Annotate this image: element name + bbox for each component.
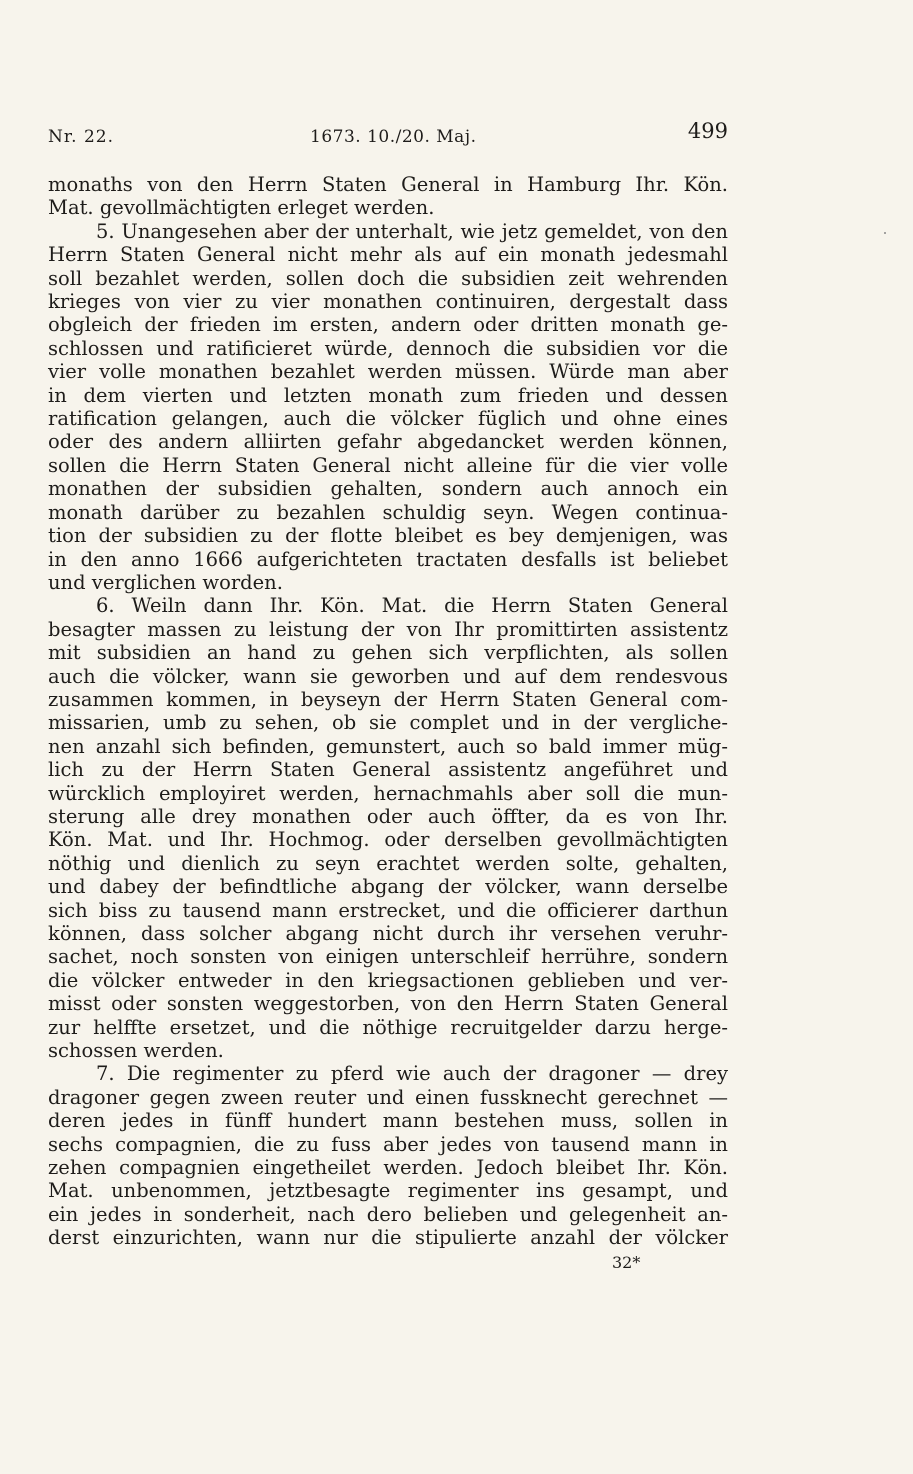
text-line: vier volle monathen bezahlet werden müssen. Würde man aber — [48, 360, 728, 384]
signature-mark: 32* — [612, 1253, 641, 1272]
text-line: Mat. gevollmächtigten erleget werden. — [48, 196, 435, 220]
text-line: deren jedes in fünff hundert mann bestehen muss, sollen in — [48, 1109, 728, 1133]
document-number: Nr. 22. — [48, 127, 114, 147]
text-line: tion der subsidien zu der flotte bleibet es bey demjenigen, was — [48, 524, 728, 548]
text-line: nen anzahl sich befinden, gemunstert, auch so bald immer müg- — [48, 734, 728, 758]
paragraph-5-start: 5. Unangesehen aber der unterhalt, wie jetz gemeldet, von den — [96, 219, 728, 243]
body-text — [48, 173, 728, 1250]
paper-speck — [884, 232, 886, 234]
text-line: zur helffte ersetzet, und die nöthige recruitgelder darzu herge- — [48, 1015, 728, 1039]
text-line: lich zu der Herrn Staten General assistentz angeführet und — [48, 758, 728, 782]
text-line: missarien, umb zu sehen, ob sie complet und in der vergliche- — [48, 711, 728, 735]
text-line: in dem vierten und letzten monath zum frieden und dessen — [48, 383, 728, 407]
text-line: Kön. Mat. und Ihr. Hochmog. oder derselben gevollmächtigten — [48, 828, 728, 852]
text-line: monaths von den Herrn Staten General in Hamburg Ihr. Kön. — [48, 173, 728, 196]
text-line: sich biss zu tausend mann erstrecket, und die officierer darthun — [48, 898, 728, 922]
text-line: in den anno 1666 aufgerichteten tractaten desfalls ist beliebet — [48, 547, 728, 571]
text-line: nöthig und dienlich zu seyn erachtet werden solte, gehalten, — [48, 851, 728, 875]
text-line: Herrn Staten General nicht mehr als auf ein monath jedesmahl — [48, 243, 728, 267]
text-line: sollen die Herrn Staten General nicht alleine für die vier volle — [48, 453, 728, 477]
text-line: sterung alle drey monathen oder auch öffter, da es von Ihr. — [48, 804, 728, 828]
text-line: besagter massen zu leistung der von Ihr promittirten assistentz — [48, 617, 728, 641]
text-line: ratification gelangen, auch die völcker füglich und ohne eines — [48, 407, 728, 431]
text-line: oder des andern alliirten gefahr abgedancket werden können, — [48, 430, 728, 454]
text-line: krieges von vier zu vier monathen continuiren, dergestalt dass — [48, 290, 728, 314]
page-header — [48, 119, 728, 149]
text-line: obgleich der frieden im ersten, andern oder dritten monath ge- — [48, 313, 728, 337]
text-line: zehen compagnien eingetheilet werden. Jedoch bleibet Ihr. Kön. — [48, 1156, 728, 1180]
text-line: auch die völcker, wann sie geworben und auf dem rendesvous — [48, 664, 728, 688]
text-line: zusammen kommen, in beyseyn der Herrn Staten General com- — [48, 687, 728, 711]
text-line: sechs compagnien, die zu fuss aber jedes von tausend mann in — [48, 1132, 728, 1156]
text-line: sachet, noch sonsten von einigen unterschleif herrühre, sondern — [48, 945, 728, 969]
document-date: 1673. 10./20. Maj. — [310, 127, 477, 147]
text-line: Mat. unbenommen, jetztbesagte regimenter ins gesampt, und — [48, 1179, 728, 1203]
text-line: die völcker entweder in den kriegsactionen geblieben und ver- — [48, 968, 728, 992]
text-line: soll bezahlet werden, sollen doch die subsidien zeit wehrenden — [48, 266, 728, 290]
text-line: würcklich employiret werden, hernachmahls aber soll die mun- — [48, 781, 728, 805]
paragraph-7-start: 7. Die regimenter zu pferd wie auch der dragoner — drey — [96, 1062, 728, 1086]
text-line: mit subsidien an hand zu gehen sich verpflichten, als sollen — [48, 641, 728, 665]
text-line: schlossen und ratificieret würde, dennoch die subsidien vor die — [48, 336, 728, 360]
page-number: 499 — [687, 119, 728, 143]
text-line: schossen werden. — [48, 1039, 224, 1063]
text-line: können, dass solcher abgang nicht durch ihr versehen veruhr- — [48, 922, 728, 945]
text-line: monath darüber zu bezahlen schuldig seyn. Wegen continua- — [48, 500, 728, 524]
text-line: misst oder sonsten weggestorben, von den Herrn Staten General — [48, 992, 728, 1016]
text-line: und dabey der befindtliche abgang der völcker, wann derselbe — [48, 875, 728, 899]
paragraph-6-start: 6. Weiln dann Ihr. Kön. Mat. die Herrn Staten General — [96, 594, 728, 618]
text-line: und verglichen worden. — [48, 570, 283, 594]
text-line: ein jedes in sonderheit, nach dero belieben und gelegenheit an- — [48, 1202, 728, 1226]
text-line: derst einzurichten, wann nur die stipulierte anzahl der völcker — [48, 1226, 728, 1250]
text-line: monathen der subsidien gehalten, sondern auch annoch ein — [48, 477, 728, 501]
text-line: dragoner gegen zween reuter und einen fussknecht gerechnet — — [48, 1085, 728, 1109]
